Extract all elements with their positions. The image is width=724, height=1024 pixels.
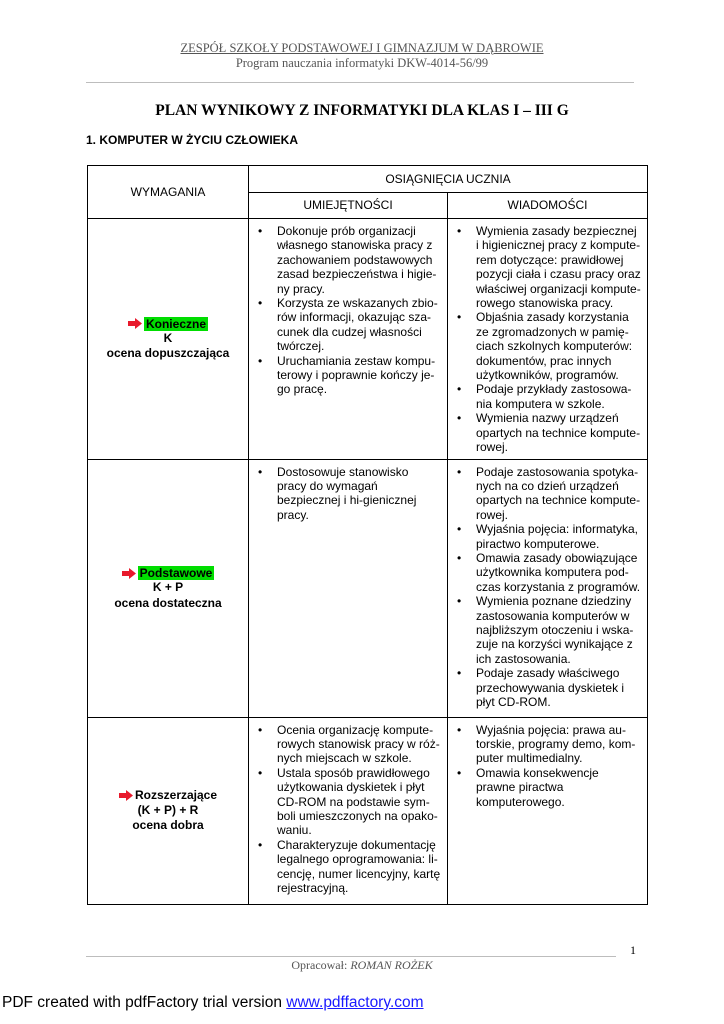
list-item: • Wymienia zasady bezpiecznej i higienicznej pracy z kompute-rem dotyczące: prawidłowej pozycji ciała i czasu pracy oraz właściwej organizacji kompute-rowego stanowiska pracy. [448, 224, 641, 310]
list-item: • Charakteryzuje dokumentację legalnego oprogramowania: li-cencję, numer licencyjny, kartę rejestracyjną. [249, 838, 441, 896]
header-requirements: WYMAGANIA [88, 166, 249, 219]
level-name: Konieczne [145, 316, 206, 331]
requirement-level-cell [88, 459, 249, 717]
pdf-creator-notice [2, 994, 424, 1012]
knowledge-cell [448, 459, 648, 717]
list-item: • Podaje zastosowania spotyka-nych na co dzień urządzeń opartych na technice kompute-rowej. [448, 465, 641, 523]
document-title: PLAN WYNIKOWY Z INFORMATYKI DLA KLAS I – III G [155, 102, 569, 119]
requirement-level-cell [88, 219, 249, 460]
list-item: • Ustala sposób prawidłowego użytkowania dyskietek i płyt CD-ROM na podstawie sym-boli umieszczonych na opako-waniu. [249, 766, 441, 838]
section-title: 1. KOMPUTER W ŻYCIU CZŁOWIEKA [86, 133, 298, 147]
header-divider [86, 82, 634, 83]
requirement-level-cell [88, 717, 249, 904]
list-item: • Podaje zasady właściwego przechowywania dyskietek i płyt CD-ROM. [448, 666, 641, 709]
list-item: • Uruchamiania zestaw kompu-terowy i poprawnie kończy je-go pracę. [249, 354, 441, 397]
arrow-right-icon [119, 790, 133, 801]
grade-label: ocena dopuszczająca [106, 346, 230, 361]
grade-label: ocena dostateczna [114, 595, 222, 610]
arrow-right-icon [128, 318, 142, 329]
pdffactory-link[interactable]: www.pdffactory.com [286, 994, 424, 1011]
list-item: • Dokonuje prób organizacji własnego stanowiska pracy z zachowaniem podstawowych zasad bezpieczeństwa i higie-ny pracy. [249, 224, 441, 296]
list-item: • Ocenia organizację kompute-rowych stanowisk pracy w róż-nych miejscach w szkole. [249, 723, 441, 766]
arrow-right-icon [122, 568, 136, 579]
school-name: ZESPÓŁ SZKOŁY PODSTAWOWEJ I GIMNAZJUM W DĄBROWIE [180, 41, 544, 55]
list-item: • Objaśnia zasady korzystania ze zgromadzonych w pamię-ciach szkolnych komputerów: dokumentów, prac innych użytkowników, programów. [448, 310, 641, 382]
level-name: Rozszerzające [134, 788, 218, 803]
list-item: • Wyjaśnia pojęcia: prawa au-torskie, programy demo, kom-puter multimedialny. [448, 723, 641, 766]
list-item: • Wyjaśnia pojęcia: informatyka, piractwo komputerowe. [448, 522, 641, 551]
table-row [88, 717, 648, 904]
program-code: Program nauczania informatyki DKW-4014-56/99 [235, 56, 489, 70]
level-code: K [163, 331, 173, 346]
author-label: Opracował: [291, 958, 348, 972]
knowledge-cell [448, 219, 648, 460]
list-item: • Wymienia poznane dziedziny zastosowania komputerów w najbliższym otoczeniu i wska-zuje na korzyści wynikające z ich zastosowania. [448, 594, 641, 666]
header-skills: UMIEJĘTNOŚCI [249, 192, 448, 219]
list-item: • Omawia zasady obowiązujące użytkownika komputera pod-czas korzystania z programów. [448, 551, 641, 594]
grade-label: ocena dobra [132, 818, 204, 833]
list-item: • Podaje przykłady zastosowa-nia komputera w szkole. [448, 382, 641, 411]
list-item: • Omawia konsekwencje prawne piractwa komputerowego. [448, 766, 641, 809]
list-item: • Korzysta ze wskazanych zbio-rów informacji, okazując sza-cunek dla cudzej własności twórczej. [249, 296, 441, 354]
skills-cell [249, 459, 448, 717]
pdf-notice-text: PDF created with pdfFactory trial version [2, 994, 282, 1011]
skills-cell [249, 219, 448, 460]
author-name: ROMAN ROŻEK [350, 958, 433, 972]
level-code: K + P [152, 580, 184, 595]
list-item: • Dostosowuje stanowisko pracy do wymagań bezpiecznej i hi-gienicznej pracy. [249, 465, 441, 523]
knowledge-cell [448, 717, 648, 904]
author-line [0, 958, 724, 973]
table-row [88, 459, 648, 717]
page-number: 1 [630, 943, 636, 957]
header-knowledge: WIADOMOŚCI [448, 192, 648, 219]
table-row [88, 219, 648, 460]
level-name: Podstawowe [139, 565, 213, 580]
footer-divider [86, 956, 616, 957]
requirements-table [87, 165, 648, 905]
header-achievements: OSIĄGNIĘCIA UCZNIA [249, 166, 648, 193]
table-header-row [88, 166, 648, 193]
level-code: (K + P) + R [137, 802, 199, 817]
list-item: • Wymienia nazwy urządzeń opartych na technice kompute-rowej. [448, 411, 641, 454]
skills-cell [249, 717, 448, 904]
